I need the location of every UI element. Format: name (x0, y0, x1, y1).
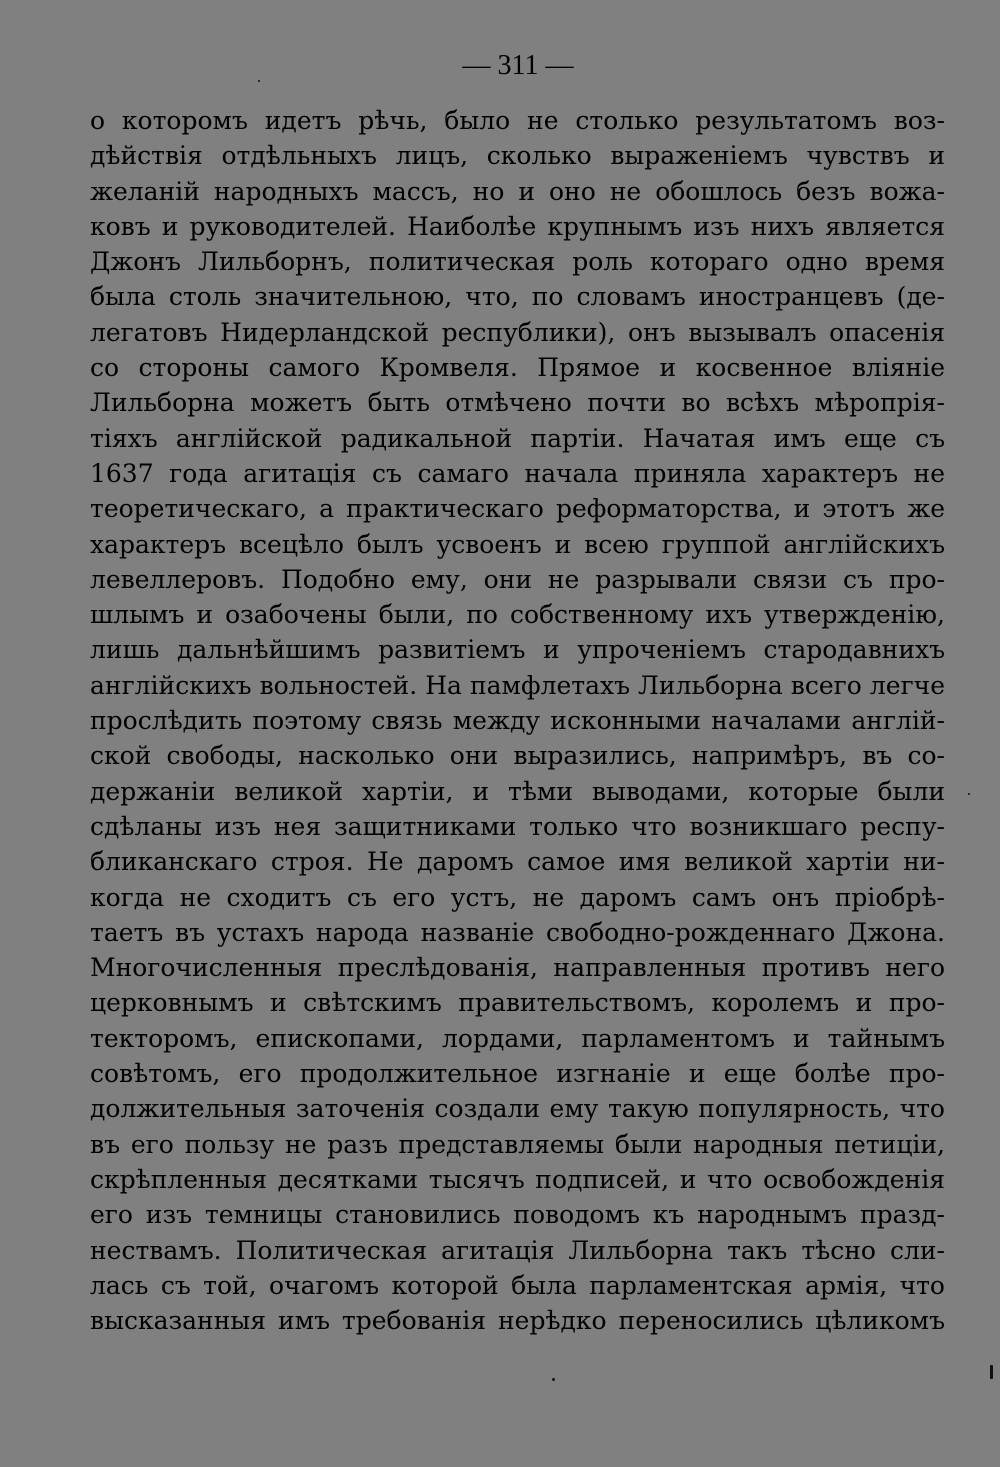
scan-speck (968, 793, 970, 795)
text-line: характеръ всецѣло былъ усвоенъ и всею группой англійскихъ (90, 529, 945, 559)
text-line: левеллеровъ. Подобно ему, они не разрывали связи съ про- (90, 564, 945, 594)
text-line: теоретическаго, а практическаго реформаторства, и этотъ же (90, 494, 945, 524)
text-line: лась съ той, очагомъ которой была парламентская армія, что (90, 1270, 945, 1300)
text-line: со стороны самого Кромвеля. Прямое и косвенное вліяніе (90, 353, 945, 383)
scan-speck (258, 80, 260, 82)
text-line: нествамъ. Политическая агитація Лильборна такъ тѣсно сли- (90, 1235, 945, 1265)
text-line: дѣйствія отдѣльныхъ лицъ, сколько выраженіемъ чувствъ и (90, 141, 945, 171)
text-line: Многочисленныя преслѣдованія, направленныя противъ него (90, 953, 945, 983)
text-line: текторомъ, епископами, лордами, парламентомъ и тайнымъ (90, 1023, 945, 1053)
text-line: ской свободы, насколько они выразились, напримѣръ, въ со- (90, 741, 945, 771)
text-line: ковъ и руководителей. Наиболѣе крупнымъ изъ нихъ является (90, 211, 945, 241)
text-line: въ его пользу не разъ представляемы были народныя петиціи, (90, 1129, 945, 1159)
scan-speck (990, 1365, 993, 1379)
text-line: прослѣдить поэтому связь между исконными началами англій- (90, 706, 945, 736)
text-line: англійскихъ вольностей. На памфлетахъ Лильборна всего легче (90, 670, 945, 700)
text-line: высказанныя имъ требованія нерѣдко переносились цѣликомъ (90, 1306, 945, 1336)
scan-speck (552, 1378, 555, 1381)
text-line: сдѣланы изъ нея защитниками только что возникшаго респу- (90, 811, 945, 841)
text-line: его изъ темницы становились поводомъ къ народнымъ празд- (90, 1200, 945, 1230)
text-line: совѣтомъ, его продолжительное изгнаніе и еще болѣе про- (90, 1059, 945, 1089)
text-line: держаніи великой хартіи, и тѣми выводами, которые были (90, 776, 945, 806)
text-line: лишь дальнѣйшимъ развитіемъ и упроченіемъ стародавнихъ (90, 635, 945, 665)
text-line: о которомъ идетъ рѣчь, было не столько результатомъ воз- (90, 106, 945, 135)
text-line: была столь значительною, что, по словамъ иностранцевъ (де- (90, 282, 945, 312)
text-line: церковнымъ и свѣтскимъ правительствомъ, королемъ и про- (90, 988, 945, 1018)
text-line: желаній народныхъ массъ, но и оно не обошлось безъ вожа- (90, 176, 945, 206)
text-line: Лильборна можетъ быть отмѣчено почти во всѣхъ мѣропрія- (90, 388, 945, 418)
text-line: бликанскаго строя. Не даромъ самое имя великой хартіи ни- (90, 847, 945, 877)
text-line: легатовъ Нидерландской республики), онъ вызывалъ опасенія (90, 317, 945, 347)
text-line: когда не сходитъ съ его устъ, не даромъ самъ онъ пріобрѣ- (90, 882, 945, 912)
page-number: — 311 — (462, 50, 574, 81)
text-line: 1637 года агитація съ самаго начала приняла характеръ не (90, 458, 945, 488)
text-line: тіяхъ англійской радикальной партіи. Начатая имъ еще съ (90, 423, 945, 453)
text-line: таетъ въ устахъ народа названіе свободно-рожденнаго Джона. (90, 917, 945, 947)
text-line: должительныя заточенія создали ему такую популярность, что (90, 1094, 945, 1124)
text-line: Джонъ Лильборнъ, политическая роль котораго одно время (90, 247, 945, 277)
body-text (90, 103, 945, 1338)
text-line: шлымъ и озабочены были, по собственному ихъ утвержденію, (90, 600, 945, 630)
text-line: скрѣпленныя десятками тысячъ подписей, и что освобожденія (90, 1164, 945, 1194)
